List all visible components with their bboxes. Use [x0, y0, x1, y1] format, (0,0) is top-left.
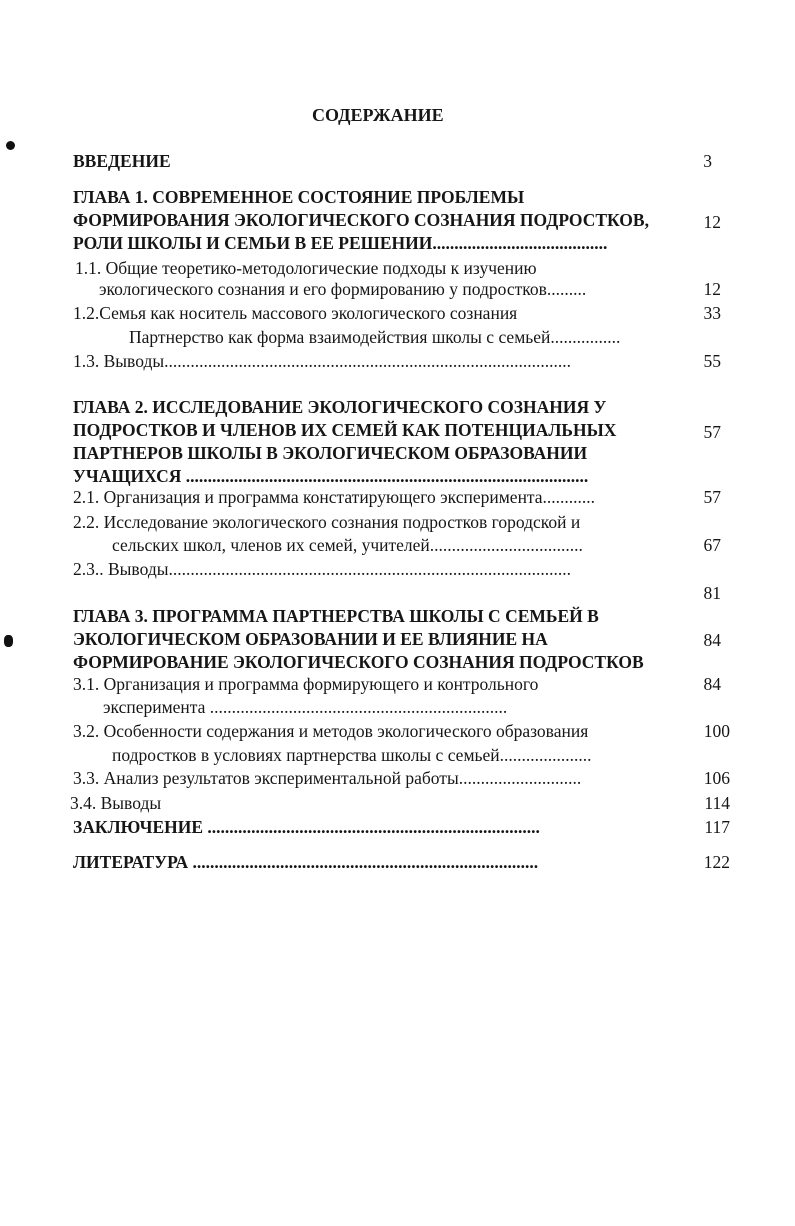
- toc-ch1-s1-page: 12: [703, 279, 721, 299]
- toc-ch1-s1-line-2: экологического сознания и его формированию у подростков.........: [99, 279, 587, 299]
- toc-ch2-line-4: УЧАЩИХСЯ ............................................................................................: [73, 466, 589, 486]
- toc-literature-page: 122: [703, 852, 730, 872]
- toc-ch3-s2-page: 100: [703, 721, 730, 741]
- toc-ch1-s2-page: 33: [703, 303, 721, 323]
- toc-ch2-s1-page: 57: [703, 487, 721, 507]
- toc-ch2-s2-line-1: 2.2. Исследование экологического сознания подростков городской и: [73, 512, 581, 532]
- toc-ch1-s3-line-1: 1.3. Выводы.............................................................................................: [73, 351, 571, 371]
- toc-ch2-s2-page: 67: [703, 535, 721, 555]
- toc-ch2-page: 57: [703, 422, 721, 442]
- scan-mark-bottom: [4, 635, 13, 647]
- toc-ch1-line-2: ФОРМИРОВАНИЯ ЭКОЛОГИЧЕСКОГО СОЗНАНИЯ ПОДРОСТКОВ,: [73, 210, 649, 230]
- toc-ch3-s3-page: 106: [703, 768, 730, 788]
- toc-ch1-page: 12: [703, 212, 721, 232]
- toc-intro-page: 3: [703, 151, 712, 171]
- toc-ch2-line-1: ГЛАВА 2. ИССЛЕДОВАНИЕ ЭКОЛОГИЧЕСКОГО СОЗНАНИЯ У: [73, 397, 607, 417]
- toc-ch2-line-2: ПОДРОСТКОВ И ЧЛЕНОВ ИХ СЕМЕЙ КАК ПОТЕНЦИАЛЬНЫХ: [73, 420, 617, 440]
- toc-ch3-page: 84: [703, 630, 721, 650]
- toc-ch2-s1-line-1: 2.1. Организация и программа констатирующего эксперимента............: [73, 487, 596, 507]
- toc-ch2-s3-page: 81: [703, 583, 721, 603]
- toc-ch3-s2-line-1: 3.2. Особенности содержания и методов экологического образования: [73, 721, 589, 741]
- toc-ch3-s2-line-2: подростков в условиях партнерства школы с семьей.....................: [112, 745, 592, 765]
- toc-ch1-s1-line-1: 1.1. Общие теоретико-методологические подходы к изучению: [75, 258, 537, 278]
- toc-ch3-line-3: ФОРМИРОВАНИЕ ЭКОЛОГИЧЕСКОГО СОЗНАНИЯ ПОДРОСТКОВ: [73, 652, 644, 672]
- toc-ch3-line-1: ГЛАВА 3. ПРОГРАММА ПАРТНЕРСТВА ШКОЛЫ С СЕМЬЕЙ В: [73, 606, 599, 626]
- toc-ch2-s3-line-1: 2.3.. Выводы............................................................................................: [73, 559, 571, 579]
- toc-ch2-s2-line-2: сельских школ, членов их семей, учителей...................................: [112, 535, 583, 555]
- toc-ch1-line-3: РОЛИ ШКОЛЫ И СЕМЬИ В ЕЕ РЕШЕНИИ........................................: [73, 233, 608, 253]
- toc-ch1-s3-page: 55: [703, 351, 721, 371]
- toc-conclusion-page: 117: [704, 817, 730, 837]
- scan-mark-top: [6, 141, 15, 150]
- toc-ch3-s4-page: 114: [704, 793, 730, 813]
- page-title: СОДЕРЖАНИЕ: [312, 105, 444, 125]
- toc-ch3-line-2: ЭКОЛОГИЧЕСКОМ ОБРАЗОВАНИИ И ЕЕ ВЛИЯНИЕ НА: [73, 629, 548, 649]
- toc-ch2-line-3: ПАРТНЕРОВ ШКОЛЫ В ЭКОЛОГИЧЕСКОМ ОБРАЗОВАНИИ: [73, 443, 588, 463]
- toc-ch3-s1-line-1: 3.1. Организация и программа формирующего и контрольного: [73, 674, 539, 694]
- toc-literature: ЛИТЕРАТУРА ...............................................................................: [73, 852, 539, 872]
- toc-ch1-s2-line-1: 1.2.Семья как носитель массового экологического сознания: [73, 303, 518, 323]
- toc-ch3-s1-line-2: эксперимента ....................................................................: [103, 697, 508, 717]
- toc-conclusion: ЗАКЛЮЧЕНИЕ ............................................................................: [73, 817, 540, 837]
- toc-ch3-s1-page: 84: [703, 674, 721, 694]
- toc-ch1-line-1: ГЛАВА 1. СОВРЕМЕННОЕ СОСТОЯНИЕ ПРОБЛЕМЫ: [73, 187, 525, 207]
- toc-ch3-s3-line-1: 3.3. Анализ результатов экспериментальной работы............................: [73, 768, 582, 788]
- toc-ch1-s2-line-2: Партнерство как форма взаимодействия школы с семьей................: [129, 327, 621, 347]
- toc-intro: ВВЕДЕНИЕ: [73, 151, 171, 171]
- toc-ch3-s4-line-1: 3.4. Выводы: [70, 793, 162, 813]
